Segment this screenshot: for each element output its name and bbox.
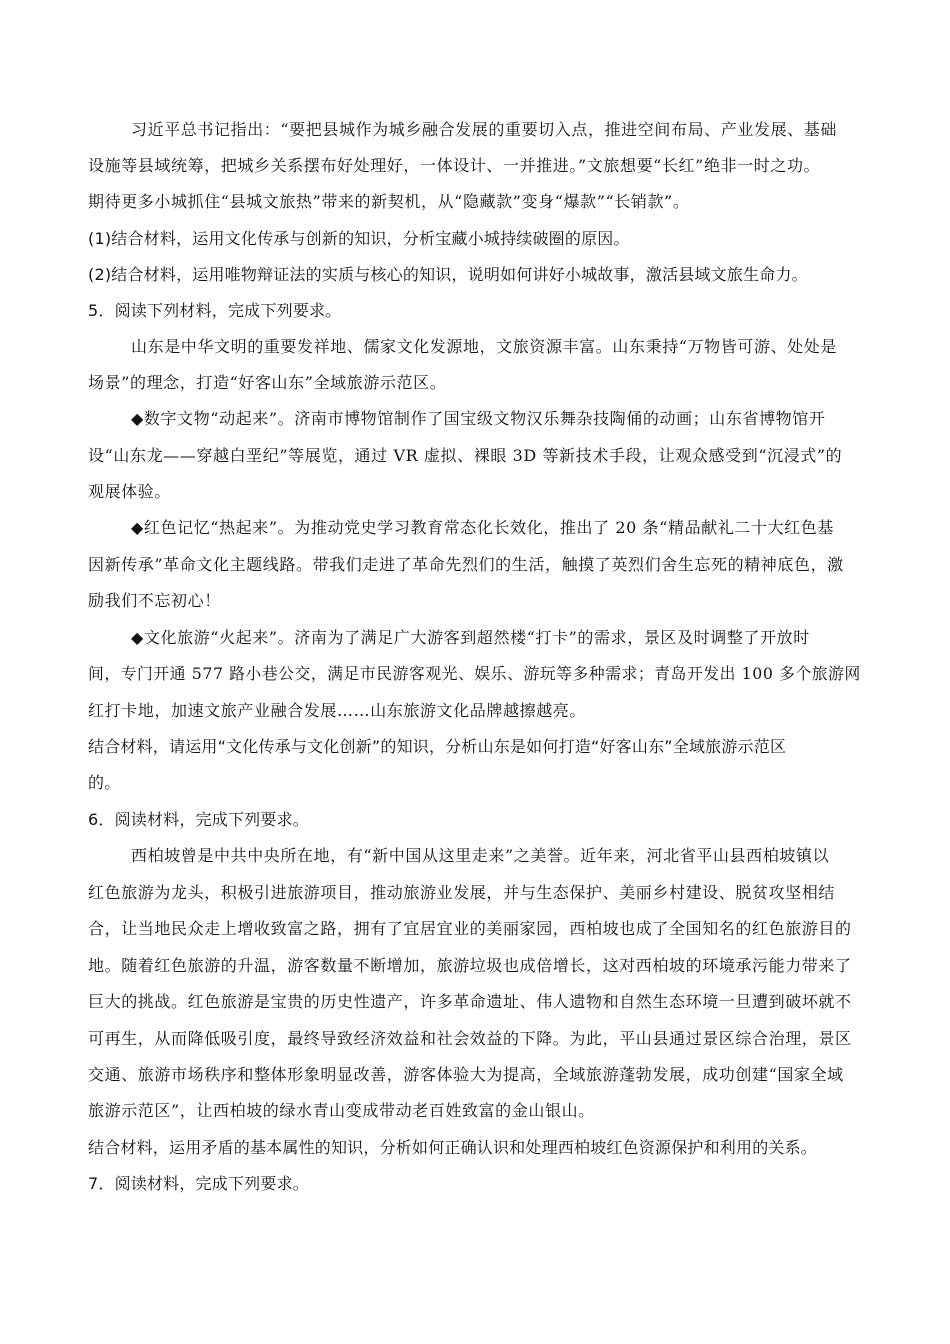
q5-bullet3-line-1: ◆文化旅游“火起来”。济南为了满足广大游客到超然楼“打卡”的需求，景区及时调整了开放时 [131,628,810,647]
q7-heading: 7．阅读材料，完成下列要求。 [88,1174,309,1193]
q5-bullet2-line-2: 因新传承”革命文化主题线路。带我们走进了革命先烈们的生活，触摸了英烈们舍生忘死的精神底色，激 [88,555,844,574]
q6-material-line-4: 地。随着红色旅游的升温，游客数量不断增加，旅游垃圾也成倍增长，这对西柏坡的环境承污能力带来了 [88,956,852,975]
q5-question-line-2: 的。 [88,773,121,792]
q4-material-line-1: 习近平总书记指出：“要把县城作为城乡融合发展的重要切入点，推进空间布局、产业发展、基础 [131,120,837,139]
q4-question-1: (1)结合材料，运用文化传承与创新的知识，分析宝藏小城持续破圈的原因。 [88,229,630,248]
q5-intro-line-1: 山东是中华文明的重要发祥地、儒家文化发源地，文旅资源丰富。山东秉持“万物皆可游、处处是 [131,337,837,356]
q5-bullet2-line-3: 励我们不忘初心！ [88,591,221,610]
q6-question: 结合材料，运用矛盾的基本属性的知识，分析如何正确认识和处理西柏坡红色资源保护和利用的关系。 [88,1138,818,1157]
q6-material-line-5: 巨大的挑战。红色旅游是宝贵的历史性遗产，许多革命遗址、伟人遗物和自然生态环境一旦遭到破坏就不 [88,992,852,1011]
q4-question-2: (2)结合材料，运用唯物辩证法的实质与核心的知识，说明如何讲好小城故事，激活县域文旅生命力。 [88,265,808,284]
q5-bullet1-line-1: ◆数字文物“动起来”。济南市博物馆制作了国宝级文物汉乐舞杂技陶俑的动画；山东省博物馆开 [131,409,826,428]
q5-intro-line-2: 场景”的理念，打造“好客山东”全域旅游示范区。 [88,373,447,392]
q5-bullet1-line-2: 设“山东龙——穿越白垩纪”等展览，通过 VR 虚拟、裸眼 3D 等新技术手段，让观众感受到“沉浸式”的 [88,446,843,465]
q6-material-line-2: 红色旅游为龙头，积极引进旅游项目，推动旅游业发展，并与生态保护、美丽乡村建设、脱贫攻坚相结 [88,883,836,902]
q4-material-line-3: 期待更多小城抓住“县城文旅热”带来的新契机，从“隐藏款”变身“爆款”“长销款”。 [88,192,690,211]
q4-material-line-2: 设施等县域统筹，把城乡关系摆布好处理好，一体设计、一并推进。”文旅想要“长红”绝非一时之功。 [88,156,821,175]
q5-heading: 5．阅读下列材料，完成下列要求。 [88,301,342,320]
q6-material-line-7: 交通、旅游市场秩序和整体形象明显改善，游客体验大为提高，全域旅游蓬勃发展，成功创建“国家全域 [88,1065,844,1084]
q5-bullet3-line-3: 红打卡地，加速文旅产业融合发展……山东旅游文化品牌越擦越亮。 [88,701,587,720]
q6-material-line-6: 可再生，从而降低吸引度，最终导致经济效益和社会效益的下降。为此，平山县通过景区综合治理，景区 [88,1029,852,1048]
q6-material-line-8: 旅游示范区”，让西柏坡的绿水青山变成带动老百姓致富的金山银山。 [88,1101,595,1120]
q6-heading: 6．阅读材料，完成下列要求。 [88,810,309,829]
q5-bullet1-line-3: 观展体验。 [88,482,172,501]
q5-question-line-1: 结合材料，请运用“文化传承与文化创新”的知识，分析山东是如何打造“好客山东”全域旅游示范区 [88,737,787,756]
q6-material-line-1: 西柏坡曾是中共中央所在地，有“新中国从这里走来”之美誉。近年来，河北省平山县西柏坡镇以 [131,846,830,865]
q5-bullet2-line-1: ◆红色记忆“热起来”。为推动党史学习教育常态化长效化，推出了 20 条“精品献礼二十大红色基 [131,518,834,537]
q5-bullet3-line-2: 间，专门开通 577 路小巷公交，满足市民游客观光、娱乐、游玩等多种需求；青岛开发出 100 多个旅游网 [88,664,861,683]
q6-material-line-3: 合，让当地民众走上增收致富之路，拥有了宜居宜业的美丽家园，西柏坡也成了全国知名的红色旅游目的 [88,919,852,938]
